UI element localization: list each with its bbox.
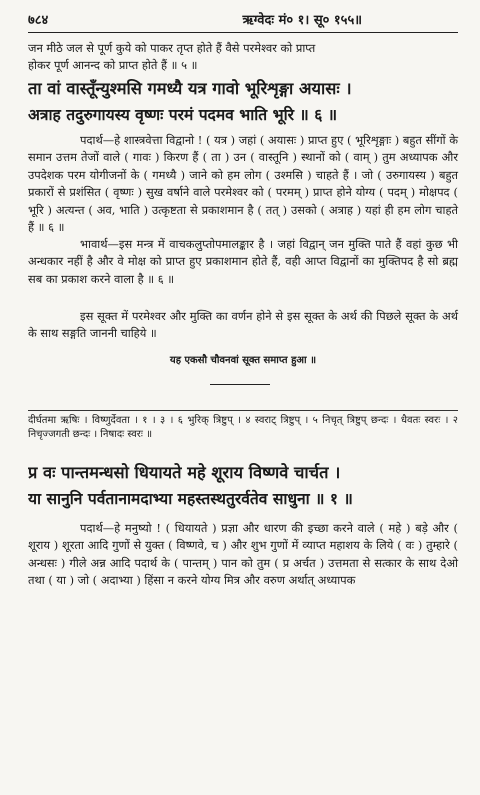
mantra-1-line-1: प्र वः पान्तमन्धसो धियायते महे शूराय विष्णवे चार्चत । (28, 463, 341, 482)
padartha-1-text: पदार्थ—हे मनुष्यो ! ( धियायते ) प्रज्ञा और धारण की इच्छा करने वाले ( महे ) बड़े और ( शूराय ) शूरता आदि गुणों से युक्त ( विष्णवे, च ) और शुभ गुणों में व्याप्त महाशय के लिये ( वः ) तुम्हारे ( अन्धसः ) गीले अन्न आदि पदार्थ के ( पान्तम् ) पान को तुम ( प्र अर्चत ) उत्तमता से सत्कार के साथ देओ तथा ( या ) जो ( अदाभ्या ) हिंसा न करने योग्य मित्र और वरुण अर्थात् अध्यापक (28, 521, 458, 588)
mantra-6-line-1: ता वां वास्तूँन्युश्मसि गमध्यै यत्र गावो भूरिशृङ्गा अयासः । (28, 79, 352, 98)
mantra-6-line-2: अत्राह तदुरुगायस्य वृष्णः परमं पदमव भाति भूरि ॥ ६ ॥ (28, 105, 338, 124)
sukta-summary (28, 308, 458, 343)
sukta-closing-text: यह एकसौ चौवनवां सूक्त समाप्त हुआ ॥ (169, 355, 317, 366)
mantra-6 (28, 76, 458, 128)
prev-text-line-1: जन मीठे जल से पूर्ण कुये को पाकर तृप्त होते हैं वैसे परमेश्वर को प्राप्त (28, 41, 316, 55)
running-title: ऋग्वेदः मं० १। सू० १५५॥ (242, 13, 362, 28)
sukta-closing (28, 354, 458, 368)
padartha-1 (28, 520, 458, 590)
padartha-6 (28, 132, 458, 236)
mantra-1 (28, 460, 458, 512)
anukramani (28, 414, 458, 442)
previous-verse-ending (28, 40, 458, 75)
anukramani-rule (28, 410, 458, 411)
sukta-summary-text: इस सूक्त में परमेश्वर और मुक्ति का वर्णन होने से इस सूक्त के अर्थ की पिछले सूक्त के अर्थ के साथ सङ्गति जाननी चाहिये ॥ (28, 309, 458, 341)
prev-text-line-2: होकर पूर्ण आनन्द को प्राप्त होते हैं ॥ ५ ॥ (28, 58, 198, 73)
anukramani-text: दीर्घतमा ऋषिः । विष्णुर्देवता । १ । ३ । ६ भुरिक् त्रिष्टुप् । ४ स्वराट् त्रिष्टुप् । ५ निचृत् त्रिष्टुप् छन्दः । धैवतः स्वरः । २ निचृज्जगती छन्दः । निषादः स्वरः ॥ (28, 415, 458, 440)
mantra-1-line-2: या सानुनि पर्वतानामदाभ्या महस्तस्थतुरर्वतेव साधुना ॥ १ ॥ (28, 489, 353, 508)
bhavartha-6 (28, 236, 458, 288)
page-number: ७८४ (28, 13, 49, 28)
page-header (28, 8, 458, 30)
header-divider (28, 32, 458, 33)
padartha-6-text: पदार्थ—हे शास्त्रवेत्ता विद्वानो ! ( यत्र ) जहां ( अयासः ) प्राप्त हुए ( भूरिशृङ्गाः ) बहुत सींगों के समान उत्तम तेजों वाले ( गावः ) किरण हैं ( ता ) उन ( वास्तूनि ) स्थानों को ( वाम् ) तुम अध्यापक और उपदेशक परम योगीजनों के ( गमध्यै ) जाने को हम लोग ( उश्मसि ) चाहते हैं । जो ( उरुगायस्य ) बहुत प्रकारों से प्रशंसित ( वृष्णः ) सुख वर्षाने वाले परमेश्वर को ( परमम् ) प्राप्त होने योग्य ( पदम् ) मोक्षपद ( भूरि ) अत्यन्त ( अव, भाति ) उत्कृष्टता से प्रकाशमान है ( तत् ) उसको ( अत्राह ) यहां ही हम लोग चाहते हैं ॥ ६ ॥ (28, 133, 458, 235)
section-divider (210, 384, 270, 385)
bhavartha-6-text: भावार्थ—इस मन्त्र में वाचकलुप्तोपमालङ्कार है । जहां विद्वान् जन मुक्ति पाते हैं वहां कुछ भी अन्धकार नहीं है और वे मोक्ष को प्राप्त हुए प्रकाशमान होते हैं, वही आप्त विद्वानों का मुक्तिपद है सो ब्रह्म सब का प्रकाश करने वाला है ॥ ६ ॥ (28, 237, 458, 286)
